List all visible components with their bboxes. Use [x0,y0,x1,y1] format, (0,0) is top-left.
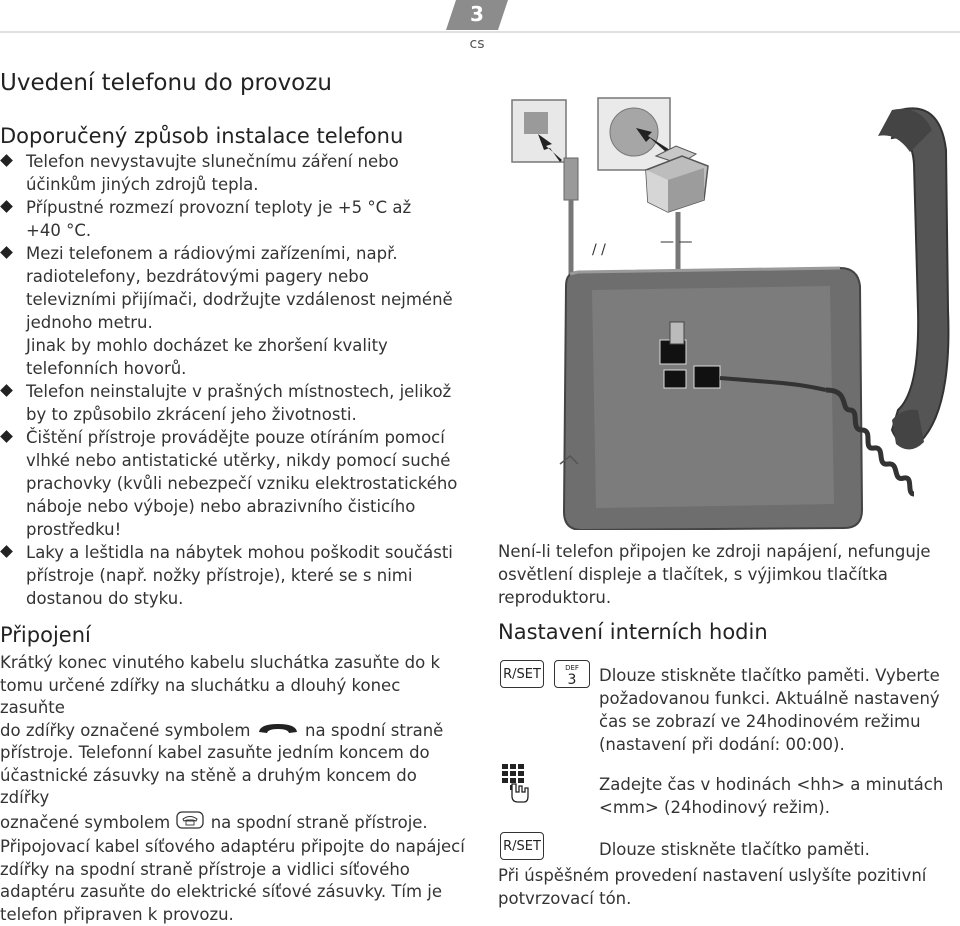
text-line: Laky a leštidla na nábytek mohou poškodit součásti [26,543,453,562]
step2-text [599,773,943,819]
install-heading: Doporučený způsob instalace telefonu [0,124,404,148]
svg-text:/ /: / / [592,242,606,258]
text-line: Mezi telefonem a rádiovými zařízeními, např. [26,244,398,263]
diamond-bullet-icon [0,246,13,259]
svg-text:— —: — — [660,234,693,250]
text-line: (nastavení při dodání: 00:00). [599,735,845,754]
connect-heading: Připojení [0,623,91,647]
text-line: <mm> (24hodinový režim). [599,798,830,817]
bullet-item [0,380,470,426]
text-line: účinkům jiných zdrojů tepla. [26,175,259,194]
telephone-icon [175,810,205,837]
confirmation-note [498,864,926,910]
step1-text [599,664,940,756]
text-line: Přípustné rozmezí provozní teploty je +5 °C až [26,198,412,217]
text-line: Není-li telefon připojen ke zdroji napájení, nefunguje [498,542,931,561]
install-bullets [0,150,470,610]
text-line: Telefon neinstalujte v prašných místnostech, jelikož [26,382,452,401]
text-line: jednoho metru. [26,313,153,332]
power-note [498,540,931,609]
text-line: reproduktoru. [498,588,612,607]
handset [878,108,948,449]
text-line: vlhké nebo antistatické utěrky, nikdy pomocí suché [26,451,451,470]
diamond-bullet-icon [0,200,13,213]
text-line: na spodní straně [305,720,444,740]
text-line: čas se zobrazí ve 24hodinovém režimu [599,712,921,731]
key-number: 3 [567,672,577,688]
diamond-bullet-icon [0,384,13,397]
key-letters: DEF [565,664,579,672]
text-line: prachovky (kvůli nebezpečí vzniku elektrostatického [26,474,458,493]
keypad-icon [500,762,532,808]
text-line: dostanou do styku. [26,589,184,608]
step1-keys [500,660,590,688]
text-line: adaptéru zasuňte do elektrické síťové zásuvky. Tím je [0,882,443,902]
text-line: telefonních hovorů. [26,359,187,378]
text-line: přístroje. Telefonní kabel zasuňte jedním koncem do [0,743,430,763]
text-line: přístroje (např. nožky přístroje), které se s nimi [26,566,413,585]
text-line: do zdířky označené symbolem [0,720,251,740]
clock-heading: Nastavení interních hodin [498,620,768,644]
text-line: účastnické zásuvky na stěně a druhým koncem do zdířky [0,765,417,808]
text-line: Připojovací kabel síťového adaptéru připojte do napájecí [0,837,465,857]
wall-phone-socket [512,100,566,162]
text-line: Krátký konec vinutého kabelu sluchátka zasuňte do k [0,653,441,672]
power-adapter [646,146,708,212]
rset-key[interactable]: R/SET [500,832,544,860]
diamond-bullet-icon [0,154,13,167]
bullet-item [0,541,470,610]
text-line: +40 °C. [26,221,92,240]
text-line: Při úspěšném provedení nastavení uslyšíte pozitivní [498,866,927,885]
text-line: náboje nebo výboje) nebo abrazivního čisticího [26,497,416,516]
text-line: označené symbolem [0,812,171,832]
text-line: televizními přijímači, dodržujte vzdálenost nejméně [26,290,453,309]
bullet-item [0,150,470,196]
text-line: radiotelefony, bezdrátovými pagery nebo [26,267,369,286]
step3-text: Dlouze stiskněte tlačítko paměti. [599,840,870,859]
text-line: potvrzovací tón. [498,889,632,908]
phone-base-underside [560,268,862,530]
page-tab [446,0,508,62]
text-line: Dlouze stiskněte tlačítko paměti. Vyberte [599,666,940,685]
power-outlet [598,98,670,170]
text-line: Zadejte čas v hodinách <hh> a minutách [599,775,944,794]
text-line: prostředku! [26,520,122,539]
rset-key[interactable]: R/SET [500,660,544,688]
text-line: Čištění přístroje provádějte pouze otíráním pomocí [26,428,445,447]
diamond-bullet-icon [0,430,13,443]
text-line: na spodní straně přístroje. [210,812,428,832]
connect-paragraph [0,652,465,926]
text-line: zdířky na spodní straně přístroje a vidlici síťového [0,859,410,879]
text-line: by to způsobilo zkrácení jeho životnosti. [26,405,357,424]
diamond-bullet-icon [0,545,13,558]
bullet-item [0,426,470,541]
bullet-item [0,196,470,242]
text-line: Telefon nevystavujte slunečnímu záření nebo [26,152,399,171]
key-3-def[interactable] [554,660,590,688]
text-line: tomu určené zdířky na sluchátku a dlouhý konec zasuňte [0,675,401,717]
text-line: požadovanou funkci. Aktuálně nastavený [599,689,940,708]
installation-illustration [500,90,960,530]
text-line: telefon připraven k provozu. [0,904,234,924]
page-number: 3 [470,2,484,26]
step3-keys [500,832,544,860]
bullet-item [0,242,470,380]
language-code: cs [469,36,485,52]
text-line: Jinak by mohlo docházet ke zhoršení kvality [26,336,388,355]
handset-icon [256,720,300,743]
text-line: osvětlení displeje a tlačítek, s výjimkou tlačítka [498,565,888,584]
page-title: Uvedení telefonu do provozu [0,70,332,96]
